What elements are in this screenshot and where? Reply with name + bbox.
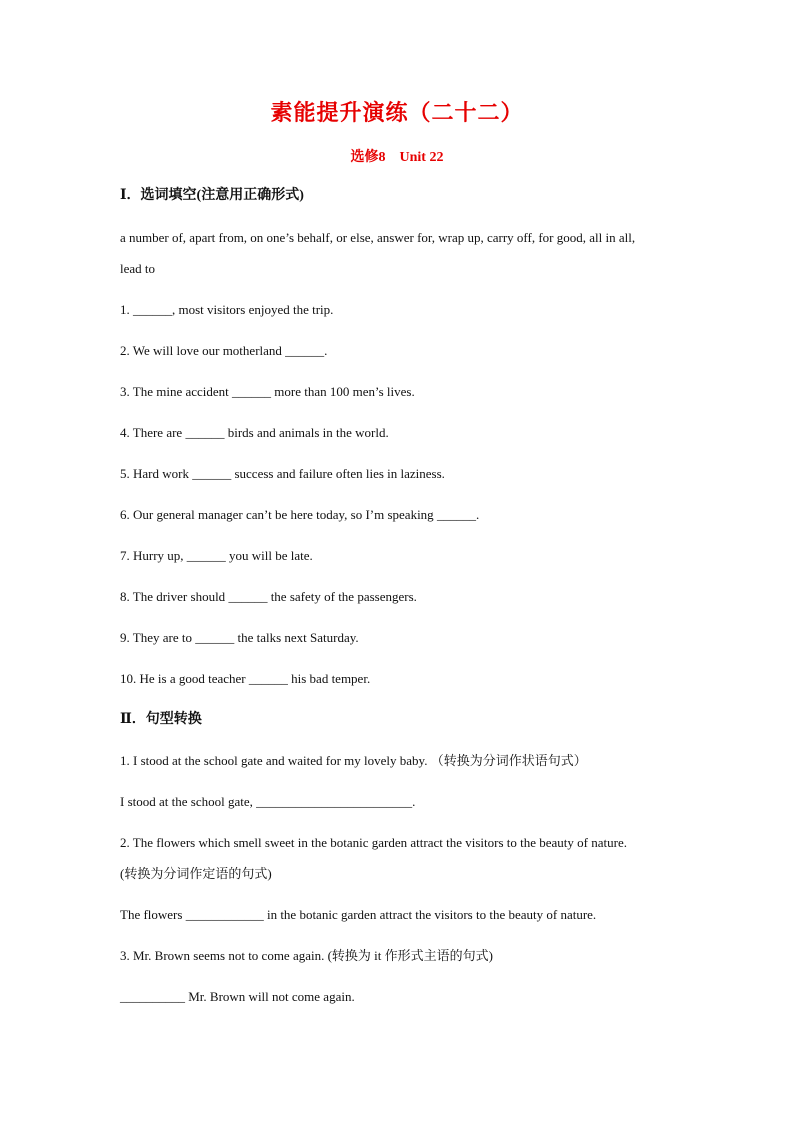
transform-question-2-line-2: (转换为分词作定语的句式)	[120, 866, 272, 881]
answer-3-suffix: Mr. Brown will not come again.	[185, 989, 355, 1004]
item-text: 7. Hurry up,	[120, 548, 187, 563]
item-text: success and failure often lies in laziness.	[231, 466, 445, 481]
answer-blank[interactable]: ______	[192, 466, 232, 481]
fill-in-item	[120, 587, 680, 607]
word-bank-line-2: lead to	[120, 261, 156, 276]
transform-question-1: 1. I stood at the school gate and waited for my lovely baby. （转换为分词作状语句式）	[120, 753, 587, 768]
item-text: 6. Our general manager can’t be here today, so I’m speaking	[120, 507, 437, 522]
item-text: .	[475, 507, 480, 522]
transform-answer-3	[120, 987, 680, 1007]
fill-in-item	[120, 423, 680, 443]
page-subtitle: 选修8 Unit 22	[350, 150, 444, 165]
fill-in-item	[120, 341, 680, 361]
answer-1-blank[interactable]: ________________________	[256, 794, 413, 809]
fill-in-item	[120, 669, 680, 689]
page-title: 素能提升演练（二十二）	[270, 100, 524, 125]
answer-blank[interactable]: ______	[195, 630, 235, 645]
item-text: 9. They are to	[120, 630, 196, 645]
answer-blank[interactable]: ______	[133, 302, 172, 317]
answer-blank[interactable]: ______	[228, 589, 268, 604]
answer-blank[interactable]: ______	[248, 671, 288, 686]
worksheet-content	[120, 186, 680, 1007]
fill-in-item	[120, 628, 680, 648]
item-text: you will be late.	[225, 548, 313, 563]
section2-heading: Ⅱ．句型转换	[120, 712, 202, 727]
answer-2-suffix: in the botanic garden attract the visitors to the beauty of nature.	[263, 907, 597, 922]
item-text: , most visitors enjoyed the trip.	[172, 302, 334, 317]
answer-blank[interactable]: ______	[285, 343, 325, 358]
fill-in-item	[120, 505, 680, 525]
answer-3-blank[interactable]: __________	[120, 989, 185, 1004]
item-text: the safety of the passengers.	[267, 589, 417, 604]
word-bank-line-1: a number of, apart from, on one’s behalf, or else, answer for, wrap up, carry off, for good, all in all,	[120, 230, 636, 245]
transform-answer-1	[120, 792, 680, 812]
item-text: his bad temper.	[287, 671, 371, 686]
item-text: 3. The mine accident	[120, 384, 233, 399]
answer-1-prefix: I stood at the school gate,	[120, 794, 257, 809]
item-text: birds and animals in the world.	[224, 425, 389, 440]
fill-in-item	[120, 300, 680, 320]
fill-in-items	[120, 279, 680, 689]
item-text: the talks next Saturday.	[234, 630, 359, 645]
answer-blank[interactable]: ______	[436, 507, 476, 522]
section1-heading: Ⅰ．选词填空(注意用正确形式)	[120, 188, 304, 203]
fill-in-item	[120, 464, 680, 484]
item-text: 4. There are	[120, 425, 186, 440]
answer-2-prefix: The flowers	[120, 907, 186, 922]
fill-in-item	[120, 382, 680, 402]
answer-1-suffix: .	[412, 794, 416, 809]
item-text: 2. We will love our motherland	[120, 343, 286, 358]
item-text: 1.	[120, 302, 133, 317]
transform-answer-2	[120, 905, 680, 925]
item-text: more than 100 men’s lives.	[271, 384, 415, 399]
answer-blank[interactable]: ______	[185, 425, 225, 440]
item-text: 8. The driver should	[120, 589, 229, 604]
item-text: 5. Hard work	[120, 466, 193, 481]
item-text: 10. He is a good teacher	[120, 671, 249, 686]
transform-question-2-line-1: 2. The flowers which smell sweet in the botanic garden attract the visitors to the beauty of nature.	[120, 835, 627, 850]
fill-in-item	[120, 546, 680, 566]
item-text: .	[324, 343, 328, 358]
answer-blank[interactable]: ______	[186, 548, 226, 563]
answer-2-blank[interactable]: ____________	[185, 907, 264, 922]
answer-blank[interactable]: ______	[232, 384, 272, 399]
transform-question-3: 3. Mr. Brown seems not to come again. (转换为 it 作形式主语的句式)	[120, 948, 493, 963]
